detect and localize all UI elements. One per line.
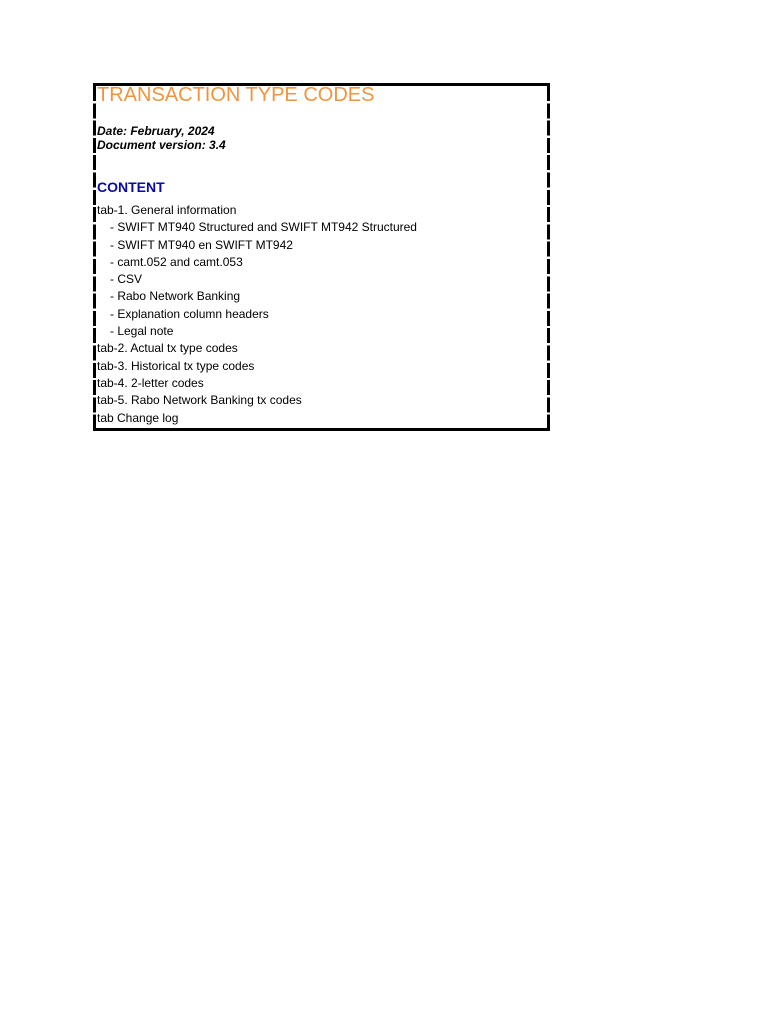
toc-item-tab-4[interactable]: tab-4. 2-letter codes [96,375,547,392]
content-heading: CONTENT [97,179,165,195]
document-version: Document version: 3.4 [97,138,226,152]
toc-subitem-explanation-column-headers[interactable]: - Explanation column headers [96,306,547,323]
toc-subitem-swift-mt940[interactable]: - SWIFT MT940 en SWIFT MT942 [96,237,547,254]
toc-item-change-log[interactable]: tab Change log [96,410,547,427]
toc-item-tab-1[interactable]: tab-1. General information [96,202,547,219]
table-of-contents [96,202,547,427]
toc-subitem-csv[interactable]: - CSV [96,271,547,288]
document-date: Date: February, 2024 [97,124,215,138]
document-title: TRANSACTION TYPE CODES [97,84,375,106]
toc-item-tab-3[interactable]: tab-3. Historical tx type codes [96,358,547,375]
toc-subitem-camt[interactable]: - camt.052 and camt.053 [96,254,547,271]
toc-subitem-swift-structured[interactable]: - SWIFT MT940 Structured and SWIFT MT942 Structured [96,219,547,236]
document-sheet [93,83,550,431]
toc-item-tab-2[interactable]: tab-2. Actual tx type codes [96,340,547,357]
toc-subitem-legal-note[interactable]: - Legal note [96,323,547,340]
sheet-right-border [547,86,550,428]
toc-item-tab-5[interactable]: tab-5. Rabo Network Banking tx codes [96,392,547,409]
toc-subitem-rabo-network-banking[interactable]: - Rabo Network Banking [96,288,547,305]
